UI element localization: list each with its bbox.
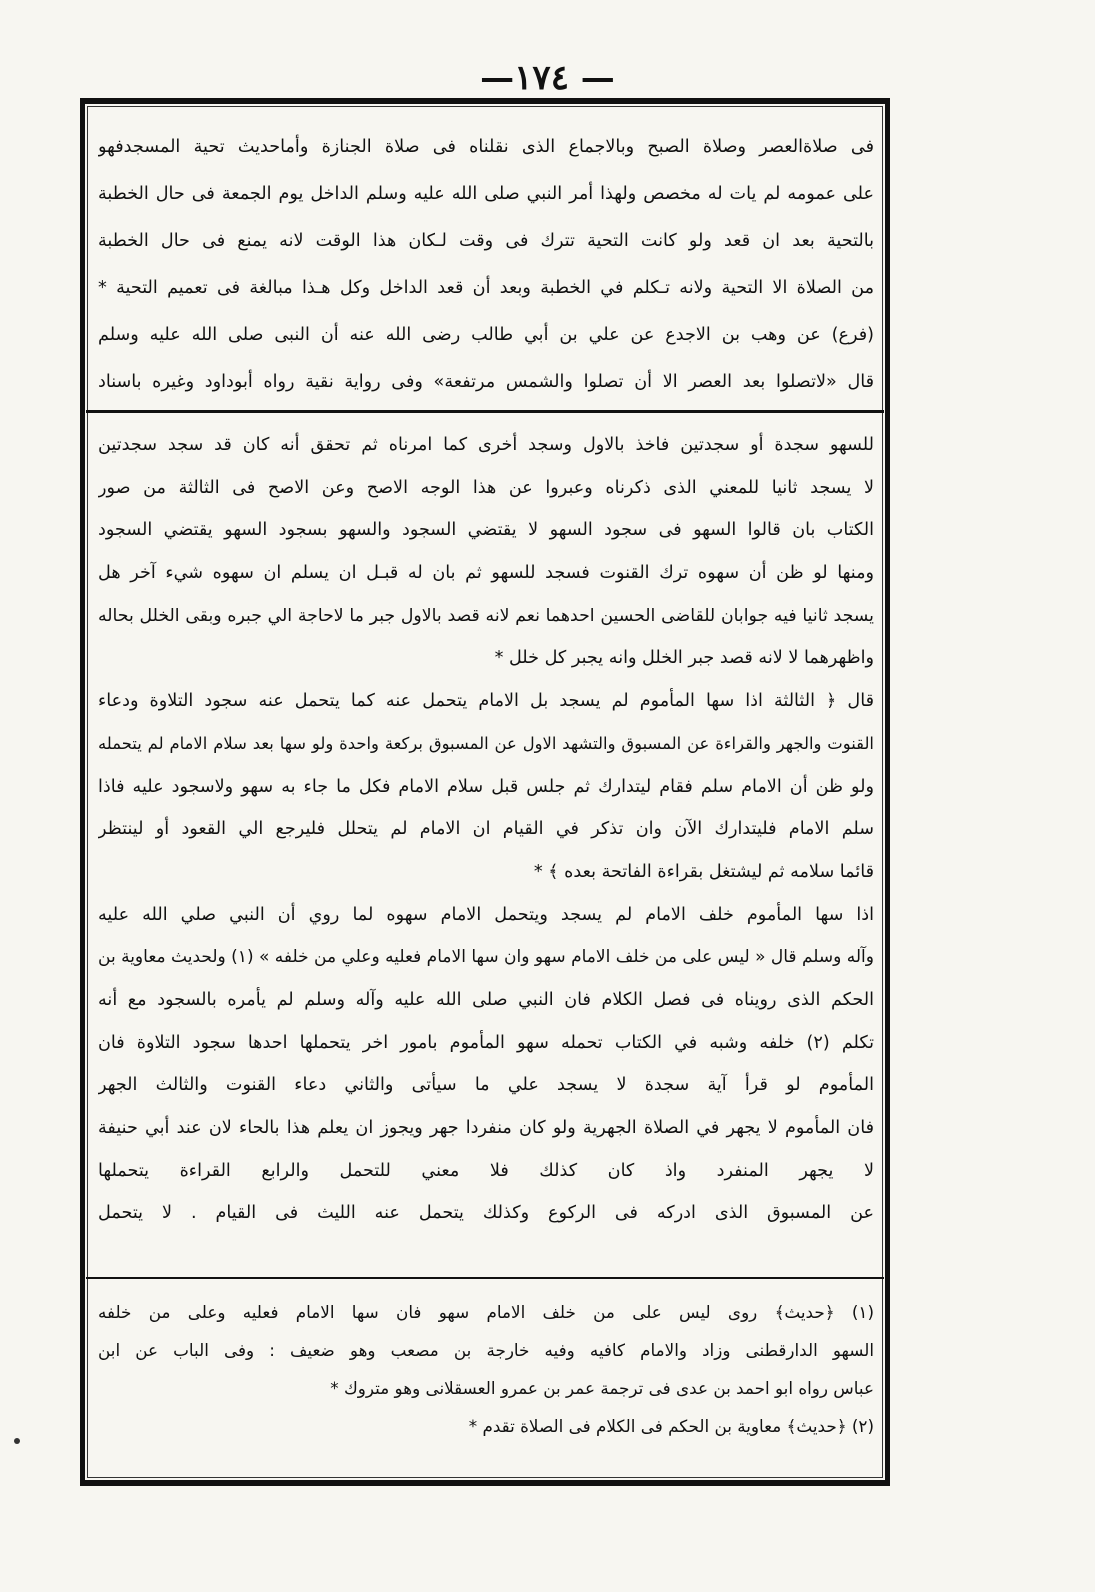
text-line: قائما سلامه ثم ليشتغل بقراءة الفاتحة بعده ﴾ * bbox=[533, 861, 874, 882]
footnote-line: عباس رواه ابو احمد بن عدى فى ترجمة عمر بن عمرو العسقلانى وهو متروك * bbox=[330, 1378, 874, 1398]
text-line: قال «لاتصلوا بعد العصر الا أن تصلوا والشمس مرتفعة» وفى رواية نقية رواه أبوداود وغيره باسناد bbox=[98, 372, 874, 392]
text-line: ومنها لو ظن أن سهوه ترك القنوت فسجد للسهو ثم بان له قبـل ان يسلم ان سهوه شيء آخر هل bbox=[98, 563, 874, 584]
page-number: —١٧٤ — bbox=[480, 58, 615, 98]
text-line: (فرع) عن وهب بن الاجدع عن علي بن أبي طالب رضى الله عنه أن النبى صلى الله عليه وسلم bbox=[98, 325, 874, 345]
text-line: اذا سها المأموم خلف الامام لم يسجد ويتحمل الامام سهوه لما روي أن النبي صلي الله عليه bbox=[98, 904, 874, 925]
footnote-line: السهو الدارقطنى وزاد والامام كافيه وفيه خارجة بن مصعب وهو ضعيف : وفى الباب عن ابن bbox=[98, 1340, 874, 1360]
text-line: تكلم (٢) خلفه وشبه في الكتاب تحمله سهو المأموم بامور اخر يتحملها احدها سجود التلاوة فان bbox=[98, 1032, 874, 1053]
text-line: لا يسجد ثانيا للمعني الذى ذكرناه وعبروا عن هذا الوجه الاصح وعن الاصح فى الثالثة من صور bbox=[98, 477, 874, 498]
main-text-section bbox=[98, 424, 874, 1235]
text-line: من الصلاة الا التحية ولانه تـكلم في الخطبة وبعد أن قعد الداخل وكل هـذا مبالغة فى تعميم التحية * bbox=[98, 278, 874, 298]
footnote-divider bbox=[86, 1277, 884, 1279]
text-line: القنوت والجهر والقراءة عن المسبوق والتشهد الاول عن المسبوق بركعة واحدة ولو سها بعد سلام الامام لم يتحمله bbox=[98, 733, 874, 753]
text-line: للسهو سجدة أو سجدتين فاخذ بالاول وسجد أخرى كما امرناه ثم تحقق أنه كان قد سجد سجدتين bbox=[98, 435, 874, 455]
text-line: على عمومه لم يات له مخصص ولهذا أمر النبي صلى الله عليه وسلم الداخل يوم الجمعة فى حال الخطبة bbox=[98, 184, 874, 204]
text-line: يسجد ثانيا فيه جوابان للقاضى الحسين احدهما نعم لانه قصد بالاول جبر ما لاحاجة الي جبره وبقى الخلل بحاله bbox=[98, 605, 874, 626]
text-line: عن المسبوق الذى ادركه فى الركوع وكذلك يتحمل عنه الليث فى القيام . لا يتحمل bbox=[98, 1203, 874, 1224]
text-line: سلم الامام فليتدارك الآن وان تذكر في القيام ان الامام لم يتحلل فليرجع الي القعود أو لينتظر bbox=[98, 819, 874, 840]
text-line: بالتحية بعد ان قعد ولو كانت التحية تترك فى وقت لـكان هذا الوقت لانه يمنع فى حال الخطبة bbox=[98, 231, 874, 251]
text-line: فى صلاةالعصر وصلاة الصبح وبالاجماع الذى نقلناه فى صلاة الجنازة وأماحديث تحية المسجدفهو bbox=[98, 137, 874, 157]
section-divider bbox=[86, 410, 884, 413]
footnote-line: (٢) ﴿حديث﴾ معاوية بن الحكم فى الكلام فى الصلاة تقدم * bbox=[468, 1416, 874, 1436]
text-line: وآله وسلم قال « ليس على من خلف الامام سهو وان سها الامام فعليه وعلي من خلفه » (١) ولحديث معاوية بن bbox=[98, 947, 874, 968]
text-line: قال ﴿ الثالثة اذا سها المأموم لم يسجد بل الامام يتحمل عنه كما يتحمل عنه سجود التلاوة ودعاء bbox=[98, 691, 874, 712]
footnote-line: (١) ﴿حديث﴾ روى ليس على من خلف الامام سهو فان سها الامام فعليه وعلى من خلفه bbox=[98, 1302, 874, 1322]
margin-dot bbox=[14, 1438, 20, 1444]
top-text-section bbox=[98, 124, 874, 406]
text-line: لا يجهر المنفرد واذ كان كذلك فلا معني للتحمل والرابع القراءة يتحملها bbox=[98, 1160, 874, 1181]
footnotes-section bbox=[98, 1293, 874, 1445]
text-line: واظهرهما لا لانه قصد جبر الخلل وانه يجبر كل خلل * bbox=[494, 648, 874, 669]
text-line: الحكم الذى رويناه فى فصل الكلام فان النبي صلى الله عليه وآله وسلم لم يأمره بالسجود مع أنه bbox=[98, 989, 874, 1010]
text-line: الكتاب بان قالوا السهو فى سجود السهو لا يقتضي السجود والسهو بسجود السهو يقتضي السجود bbox=[98, 520, 874, 541]
text-line: فان المأموم لا يجهر في الصلاة الجهرية ولو كان منفردا جهر ويجوز ان يعلم هذا بالحاء لان عند أبي حنيفة bbox=[98, 1118, 874, 1138]
text-line: ولو ظن أن الامام سلم فقام ليتدارك ثم جلس قبل سلام الامام فكل ما جاء به سهو ولاسجود عليه فاذا bbox=[98, 776, 874, 797]
text-line: المأموم لو قرأ آية سجدة لا يسجد علي ما سيأتى والثاني دعاء القنوت والثالث الجهر bbox=[98, 1075, 874, 1096]
